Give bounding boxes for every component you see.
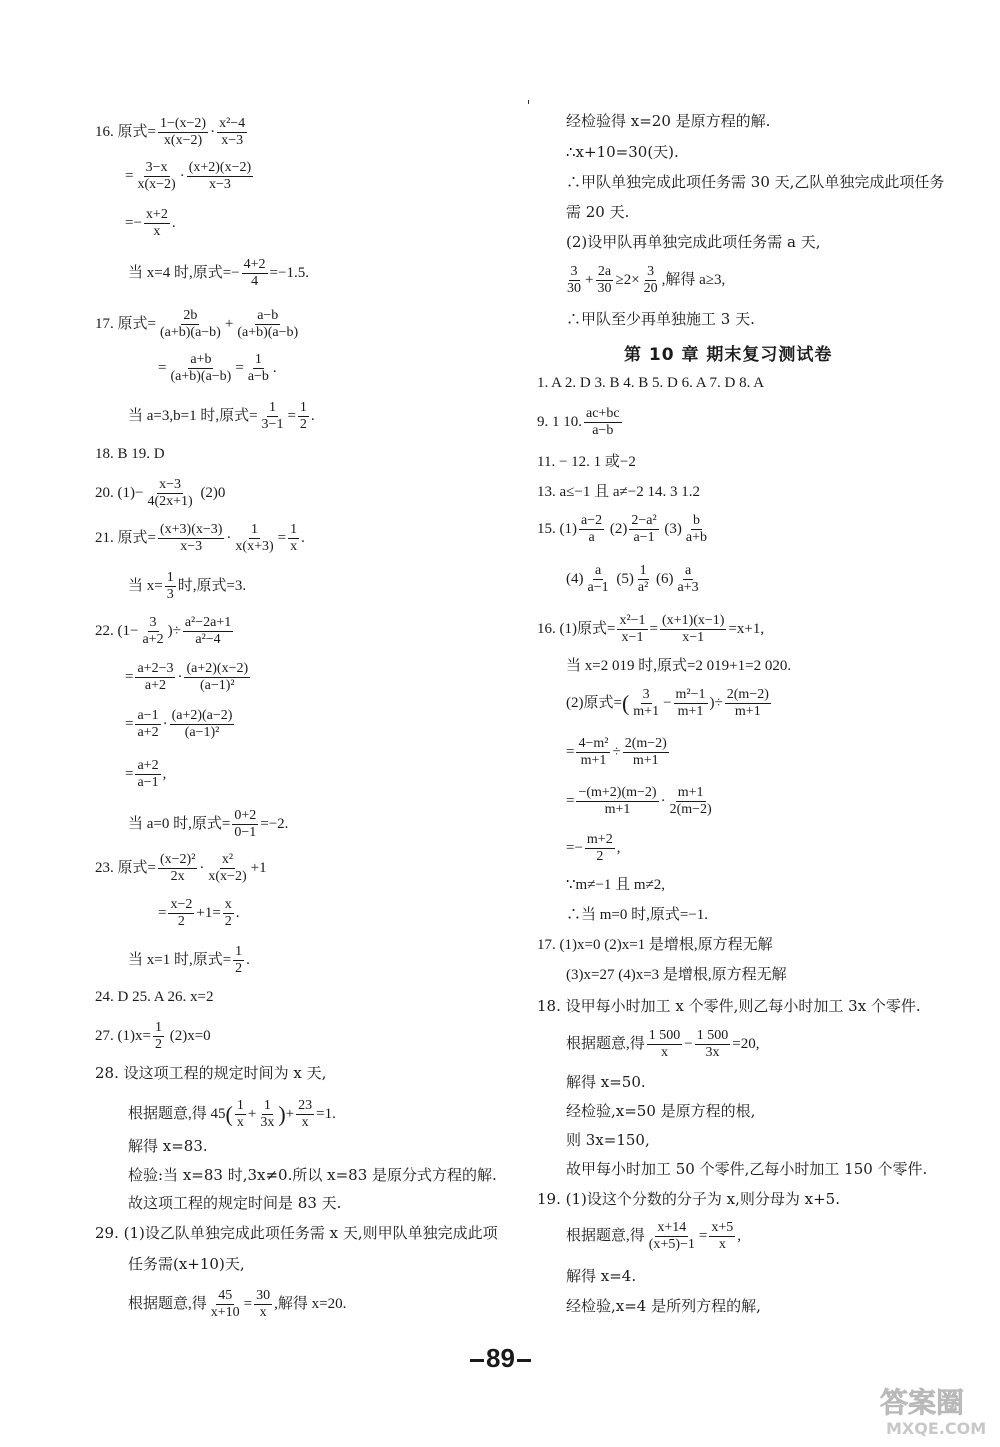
q29-line2: 任务需(x+10)天,: [128, 1255, 245, 1273]
r-line6: $\frac{3}{30}$ + $\frac{2a}{30}$ ≥2× $\frac{3}{20}$ ,解得 a≥3,: [567, 264, 726, 297]
chapter-title: 第 10 章 期末复习测试卷: [624, 345, 833, 365]
ch10-q17-line2: (3)x=27 (4)x=3 是增根,原方程无解: [566, 967, 787, 983]
ch10-q17-line1: 17. (1)x=0 (2)x=1 是增根,原方程无解: [537, 937, 773, 953]
q29-line3: 根据题意,得 $\frac{45}{x+10}$ = $\frac{30}{x}$ ,解得 x=20.: [128, 1288, 347, 1321]
svg-text:MXQE.COM: MXQE.COM: [886, 1419, 987, 1438]
ch10-q9-10: 9. 1 10. $\frac{ac+bc}{a-b}$: [537, 406, 620, 439]
q22-line1: 22. (1− $\frac{3}{a+2}$ )÷ $\frac{\text{a²−2a+1}}{\text{a²−4}}$: [95, 615, 232, 648]
q16-line1: 16. 原式= $\frac{1-(x-2)}{x(x-2)}$ · $\frac{\text{x²−4}}{x-3}$: [95, 116, 246, 149]
q23-line1: 23. 原式= $\frac{\text{(x−2)²}}{2x}$ · $\frac{\text{x²}}{x(x-2)}$ +1: [95, 852, 267, 885]
q20: 20. (1)− $\frac{x-3}{4(2x+1)}$ (2)0: [95, 477, 226, 510]
ch10-q18-line4: 经检验,x=50 是原方程的根,: [566, 1102, 756, 1120]
q18-19: 18. B 19. D: [95, 446, 165, 462]
q17-line1: 17. 原式= $\frac{2b}{(a+b)(a-b)}$ + $\frac{a-b}{(a+b)(a-b)}$: [95, 308, 299, 341]
ch10-q18-line5: 则 3x=150,: [566, 1131, 650, 1149]
page-number: 89: [468, 1343, 533, 1374]
ch10-q18-line6: 故甲每小时加工 50 个零件,乙每小时加工 150 个零件.: [566, 1160, 928, 1178]
ch10-q16-line4: = $\frac{\text{4−m²}}{m+1}$ ÷ $\frac{2(m-2)}{m+1}$: [566, 736, 667, 769]
ch10-q13-14: 13. a≤−1 且 a≠−2 14. 3 1.2: [537, 484, 700, 500]
q17-line3: 当 a=3,b=1 时,原式= $\frac{1}{3-1}$ = $\frac{1}{2}$ .: [128, 400, 315, 433]
watermark-logo: [872, 1378, 990, 1440]
ch10-q18-line2: 根据题意,得 $\frac{1 500}{x}$ − $\frac{1 500}{3x}$ =20,: [566, 1028, 760, 1061]
q28-line4: 检验:当 x=83 时,3x≠0.所以 x=83 是原分式方程的解.: [128, 1166, 497, 1184]
q22-line4: = $\frac{a+2}{a-1}$ ,: [125, 758, 167, 791]
q24-26: 24. D 25. A 26. x=2: [95, 989, 214, 1005]
q16-line2: = $\frac{3-x}{x(x-2)}$ · $\frac{(x+2)(x-2)}{x-3}$: [125, 160, 252, 193]
q28-line3: 解得 x=83.: [128, 1137, 208, 1155]
ch10-q16-line7: ∵m≠−1 且 m≠2,: [566, 877, 666, 893]
ch10-q16-line6: =− $\frac{m+2}{2}$ ,: [566, 832, 621, 865]
ch10-q15-line2: (4) $\frac{a}{a-1}$ (5) $\frac{1}{\text{a²}}$ (6) $\frac{a}{a+3}$: [566, 563, 699, 596]
q29-line1: 29. (1)设乙队单独完成此项任务需 x 天,则甲队单独完成此项: [95, 1224, 498, 1242]
r-line3: ∴甲队单独完成此项任务需 30 天,乙队单独完成此项任务: [566, 173, 945, 191]
ch10-q16-line8: ∴当 m=0 时,原式=−1.: [566, 907, 709, 923]
q23-line3: 当 x=1 时,原式= $\frac{1}{2}$ .: [128, 944, 250, 977]
r-line2: ∴x+10=30(天).: [566, 143, 679, 161]
q22-line3: = $\frac{a-1}{a+2}$ · $\frac{(a+2)(a-2)}{\text{(a−1)²}}$: [125, 708, 233, 741]
r-line7: ∴甲队至少再单独施工 3 天.: [566, 310, 755, 328]
r-line5: (2)设甲队再单独完成此项任务需 a 天,: [566, 233, 821, 251]
ch10-q16-line3: (2)原式=( $\frac{3}{m+1}$ − $\frac{\text{m²−1}}{m+1}$ )÷ $\frac{2(m-2)}{m+1}$: [566, 687, 769, 720]
q23-line2: = $\frac{x-2}{2}$ +1= $\frac{x}{2}$ .: [158, 897, 240, 930]
ch10-q18-line1: 18. 设甲每小时加工 x 个零件,则乙每小时加工 3x 个零件.: [537, 997, 921, 1015]
r-line4: 需 20 天.: [566, 203, 630, 221]
ch10-q1-8: 1. A 2. D 3. B 4. B 5. D 6. A 7. D 8. A: [537, 375, 765, 391]
q28-line2: 根据题意,得 45( $\frac{1}{x}$ + $\frac{1}{3x}$ )+ $\frac{23}{x}$ =1.: [128, 1098, 336, 1131]
q22-line5: 当 a=0 时,原式= $\frac{0+2}{0-1}$ =−2.: [128, 808, 289, 841]
svg-text:答案圈: 答案圈: [880, 1386, 965, 1419]
q16-line3: =− $\frac{x+2}{x}$ .: [125, 207, 176, 240]
ch10-q15-line1: 15. (1) $\frac{a-2}{a}$ (2) $\frac{\text{2−a²}}{a-1}$ (3) $\frac{b}{a+b}$: [537, 513, 708, 546]
ch10-q19-line2: 根据题意,得 $\frac{x+14}{(x+5)-1}$ = $\frac{x+5}{x}$ ,: [566, 1220, 742, 1253]
ch10-q18-line3: 解得 x=50.: [566, 1073, 646, 1091]
ch10-q16-line5: = $\frac{-(m+2)(m-2)}{m+1}$ · $\frac{m+1}{2(m-2)}$: [566, 785, 712, 818]
q17-line2: = $\frac{a+b}{(a+b)(a-b)}$ = $\frac{1}{a-b}$ .: [158, 352, 277, 385]
ch10-q19-line4: 经检验,x=4 是所列方程的解,: [566, 1297, 761, 1315]
ch10-q11-12: 11. − 12. 1 或−2: [537, 454, 636, 470]
ch10-q19-line3: 解得 x=4.: [566, 1267, 637, 1285]
ch10-q16-line2: 当 x=2 019 时,原式=2 019+1=2 020.: [566, 658, 792, 674]
q16-line4: 当 x=4 时,原式=− $\frac{4+2}{4}$ =−1.5.: [128, 257, 309, 290]
q28-line5: 故这项工程的规定时间是 83 天.: [128, 1194, 342, 1212]
q21-line1: 21. 原式= $\frac{(x+3)(x-3)}{x-3}$ · $\frac{1}{x(x+3)}$ = $\frac{1}{x}$ .: [95, 522, 305, 555]
q28-line1: 28. 设这项工程的规定时间为 x 天,: [95, 1064, 327, 1082]
q21-line2: 当 x= $\frac{1}{3}$ 时,原式=3.: [128, 570, 247, 603]
ch10-q16-line1: 16. (1)原式= $\frac{\text{x²−1}}{x-1}$ = $\frac{(x+1)(x-1)}{x-1}$ =x+1,: [537, 613, 765, 646]
column-divider: [528, 100, 529, 104]
q27: 27. (1)x= $\frac{1}{2}$ (2)x=0: [95, 1020, 211, 1053]
ch10-q19-line1: 19. (1)设这个分数的分子为 x,则分母为 x+5.: [537, 1190, 840, 1208]
r-line1: 经检验得 x=20 是原方程的解.: [566, 112, 771, 130]
q22-line2: = $\frac{a+2-3}{a+2}$ · $\frac{(a+2)(x-2)}{\text{(a−1)²}}$: [125, 661, 249, 694]
